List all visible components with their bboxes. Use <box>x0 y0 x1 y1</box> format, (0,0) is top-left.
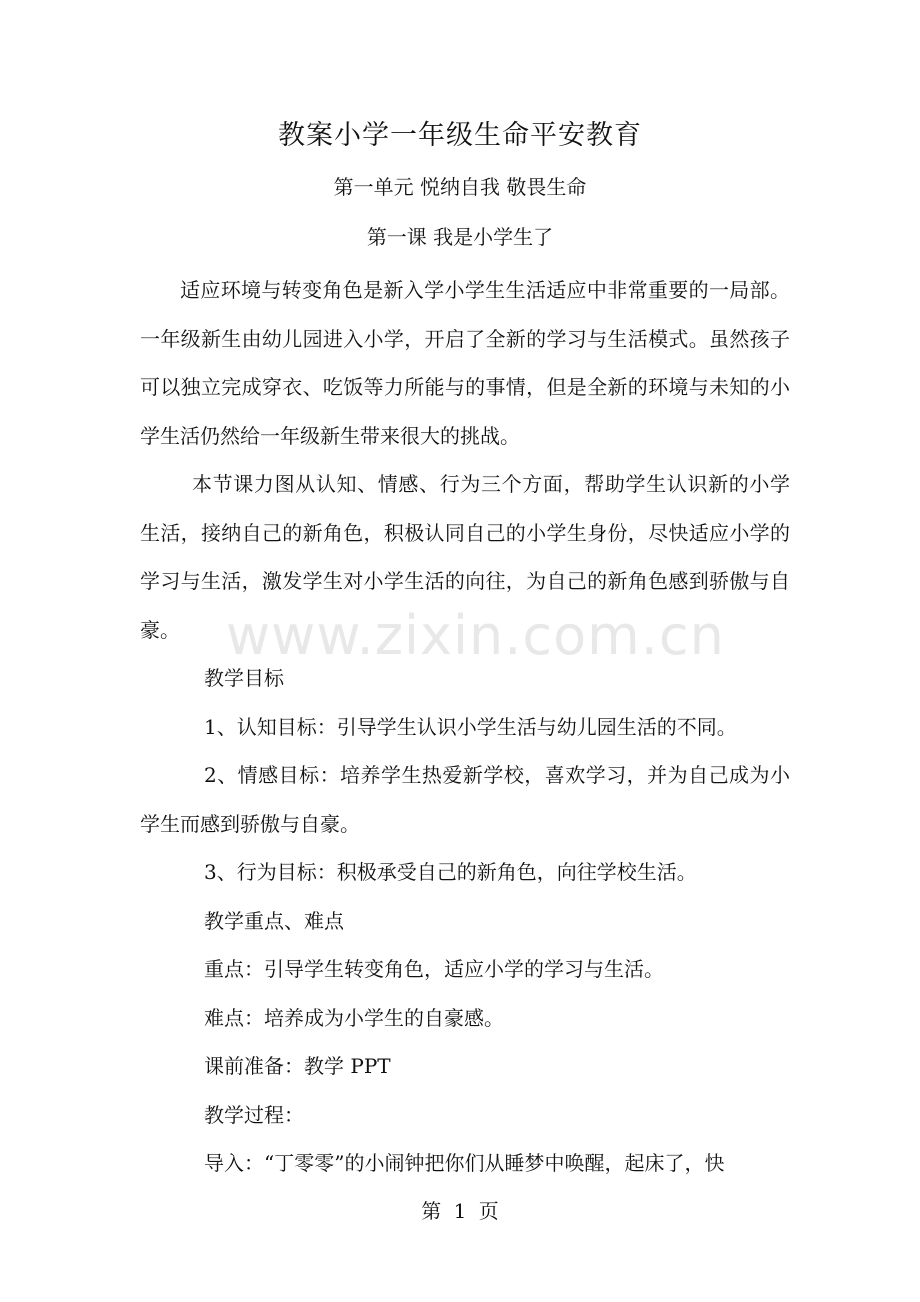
intro-line: 导入：“丁零零”的小闹钟把你们从睡梦中唤醒，起床了，快 <box>204 1151 725 1175</box>
process-heading: 教学过程： <box>204 1102 304 1127</box>
difficult-point: 难点：培养成为小学生的自豪感。 <box>204 1005 504 1030</box>
document-body <box>140 266 790 1188</box>
preparation: 课前准备：教学 PPT <box>204 1054 391 1078</box>
watermark: www.zixin.com.cn <box>226 604 725 667</box>
paragraph-intro: 适应环境与转变角色是新入学小学生生活适应中非常重要的一局部。一年级新生由幼儿园进入小学，开启了全新的学习与生活模式。虽然孩子可以独立完成穿衣、吃饭等力所能与的事情，但是全新的环境与未知的小学生活仍然给一年级新生带来很大的挑战。 <box>140 278 790 448</box>
page-number: 第 1 页 <box>421 1199 499 1223</box>
key-points-heading: 教学重点、难点 <box>204 908 344 933</box>
paragraph-lesson-aim: 本节课力图从认知、情感、行为三个方面，帮助学生认识新的小学生活，接纳自己的新角色，积极认同自己的小学生身份，尽快适应小学的学习与生活，激发学生对小学生活的向往，为自己的新角色感到骄傲与自豪。 <box>140 472 790 642</box>
goal-emotional: 2、情感目标：培养学生热爱新学校，喜欢学习，并为自己成为小学生而感到骄傲与自豪。 <box>140 763 790 836</box>
goal-behavioral: 3、行为目标：积极承受自己的新角色，向往学校生活。 <box>204 860 697 884</box>
goal-cognitive: 1、认知目标：引导学生认识小学生活与幼儿园生活的不同。 <box>204 714 737 739</box>
key-point: 重点：引导学生转变角色，适应小学的学习与生活。 <box>204 957 664 981</box>
lesson-title: 第一课 我是小学生了 <box>366 225 554 249</box>
unit-title: 第一单元 悦纳自我 敬畏生命 <box>333 175 587 199</box>
document-title: 教案小学一年级生命平安教育 <box>278 120 642 151</box>
goals-heading: 教学目标 <box>204 666 284 690</box>
